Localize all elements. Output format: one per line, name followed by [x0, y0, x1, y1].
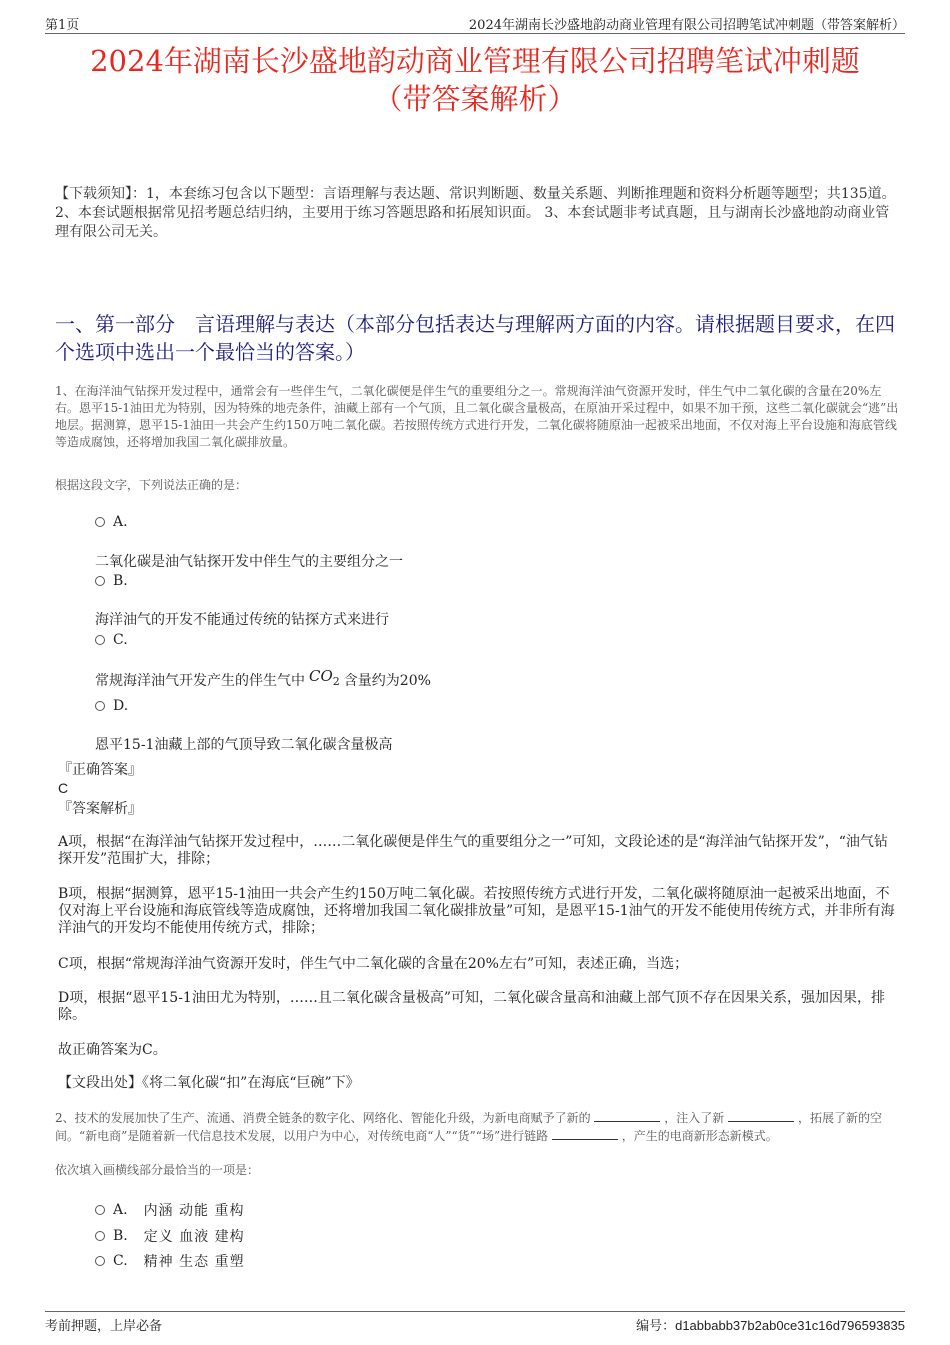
code-value: d1abbabb37b2ab0ce31c16d796593835	[675, 1318, 905, 1333]
document-title	[45, 42, 905, 118]
footer-slogan: 考前押题，上岸必备	[45, 1319, 163, 1334]
option-label: B.	[113, 1228, 128, 1244]
co2-formula: $CO_2$	[309, 667, 340, 688]
download-notice: 【下载须知】：1，本套练习包含以下题型：言语理解与表达题、常识判断题、数量关系题、判断推理题和资料分析题等题型；共135道。 2、本套试题根据常见招考题总结归纳，主要用于练习答题思路和拓展知识面。 3、本套试题非考试真题，且与湖南长沙盛地韵动商业管理有限公司无关。	[55, 186, 896, 240]
text-source: 【文段出处】《将二氧化碳“扣”在海底“巨碗”下》	[58, 1075, 360, 1091]
analysis-a: A项，根据“在海洋油气钻探开发过程中，……二氧化碳便是伴生气的重要组分之一”可知，文段论述的是“海洋油气钻探开发”，“油气钻探开发”范围扩大，排除；	[58, 834, 888, 867]
fill-blank-2[interactable]	[728, 1109, 794, 1122]
option-label: A.	[113, 1202, 128, 1218]
radio-icon[interactable]	[95, 1205, 105, 1215]
title-line-2: （带答案解析）	[373, 82, 577, 116]
fill-blank-3[interactable]	[552, 1127, 618, 1140]
q1-prompt: 根据这段文字，下列说法正确的是：	[55, 478, 248, 492]
analysis-c: C项，根据“常规海洋油气资源开发时，伴生气中二氧化碳的含量在20%左右”可知，表述正确，当选；	[58, 956, 689, 972]
q1-option-b-text: 海洋油气的开发不能通过传统的钻探方式来进行	[95, 612, 389, 628]
option-text: 精神 生态 重塑	[143, 1254, 245, 1270]
code-label: 编号：	[636, 1319, 676, 1334]
option-label: D.	[113, 698, 129, 714]
analysis-label: 『答案解析』	[58, 801, 142, 817]
page-number: 第1页	[45, 18, 80, 33]
title-line-1: 2024年湖南长沙盛地韵动商业管理有限公司招聘笔试冲刺题	[90, 44, 860, 78]
radio-icon[interactable]	[95, 701, 105, 711]
q2-option-b[interactable]	[95, 1226, 245, 1246]
option-text: 定义 血液 建构	[143, 1229, 245, 1245]
radio-icon[interactable]	[95, 635, 105, 645]
radio-icon[interactable]	[95, 1231, 105, 1241]
analysis-d: D项，根据“恩平15-1油田尤为特别，……且二氧化碳含量极高”可知，二氧化碳含量高和油藏上部气顶不存在因果关系，强加因果，排除。	[58, 990, 885, 1023]
q2-option-c[interactable]	[95, 1251, 245, 1271]
answer-value: C	[58, 780, 69, 796]
option-label: C.	[113, 632, 128, 648]
q2-stem: 2、技术的发展加快了生产、流通、消费全链条的数字化、网络化、智能化升级，为新电商赋予了新的 ，注入了新 ，拓展了新的空间。“新电商”是随着新一代信息技术发展，以用户为中心，对传统电商“人”“货”“场”进行链路 ，产生的电商新形态新模式。	[55, 1111, 882, 1143]
radio-icon[interactable]	[95, 1256, 105, 1266]
option-c-text-after: 含量约为20%	[343, 673, 431, 689]
q1-option-a[interactable]	[95, 514, 128, 530]
fill-blank-1[interactable]	[594, 1109, 660, 1122]
header-divider	[45, 33, 905, 34]
radio-icon[interactable]	[95, 517, 105, 527]
footer-code	[636, 1315, 905, 1334]
q1-stem: 1、在海洋油气钻探开发过程中，通常会有一些伴生气，二氧化碳便是伴生气的重要组分之一。常规海洋油气资源开发时，伴生气中二氧化碳的含量在20%左右。恩平15-1油田尤为特别，因为特殊的地壳条件，油藏上部有一个气顶，且二氧化碳含量极高，在原油开采过程中，如果不加干预，这些二氧化碳就会“逃”出地层。据测算，恩平15-1油田一共会产生约150万吨二氧化碳。若按照传统方式进行开发，二氧化碳将随原油一起被采出地面，不仅对海上平台设施和海底管线等造成腐蚀，还将增加我国二氧化碳排放量。	[55, 384, 899, 449]
q2-option-a[interactable]	[95, 1200, 244, 1220]
radio-icon[interactable]	[95, 576, 105, 586]
q1-option-c-text	[95, 667, 431, 692]
footer-divider	[45, 1311, 905, 1312]
q1-option-b[interactable]	[95, 573, 128, 589]
option-text: 内涵 动能 重构	[143, 1203, 245, 1219]
section-heading: 一、第一部分 言语理解与表达（本部分包括表达与理解两方面的内容。请根据题目要求，在四个选项中选出一个最恰当的答案。）	[55, 312, 895, 364]
q1-option-c[interactable]	[95, 632, 128, 648]
analysis-b: B项，根据“据测算，恩平15-1油田一共会产生约150万吨二氧化碳。若按照传统方式进行开发，二氧化碳将随原油一起被采出地面，不仅对海上平台设施和海底管线等造成腐蚀，还将增加我国二氧化碳排放量”可知，是恩平15-1油气的开发不能使用传统方式，并非所有海洋油气的开发均不能使用传统方式，排除；	[58, 886, 895, 936]
option-label: C.	[113, 1253, 128, 1269]
answer-label: 『正确答案』	[58, 762, 142, 778]
option-label: B.	[113, 573, 128, 589]
option-c-text-before: 常规海洋油气开发产生的伴生气中	[95, 673, 305, 689]
q1-option-a-text: 二氧化碳是油气钻探开发中伴生气的主要组分之一	[95, 554, 403, 570]
option-label: A.	[113, 514, 128, 530]
analysis-conclusion: 故正确答案为C。	[58, 1042, 167, 1058]
header-doc-title: 2024年湖南长沙盛地韵动商业管理有限公司招聘笔试冲刺题（带答案解析）	[468, 18, 905, 33]
q1-option-d[interactable]	[95, 698, 128, 714]
q2-prompt: 依次填入画横线部分最恰当的一项是：	[55, 1163, 260, 1177]
q1-option-d-text: 恩平15-1油藏上部的气顶导致二氧化碳含量极高	[95, 737, 393, 753]
